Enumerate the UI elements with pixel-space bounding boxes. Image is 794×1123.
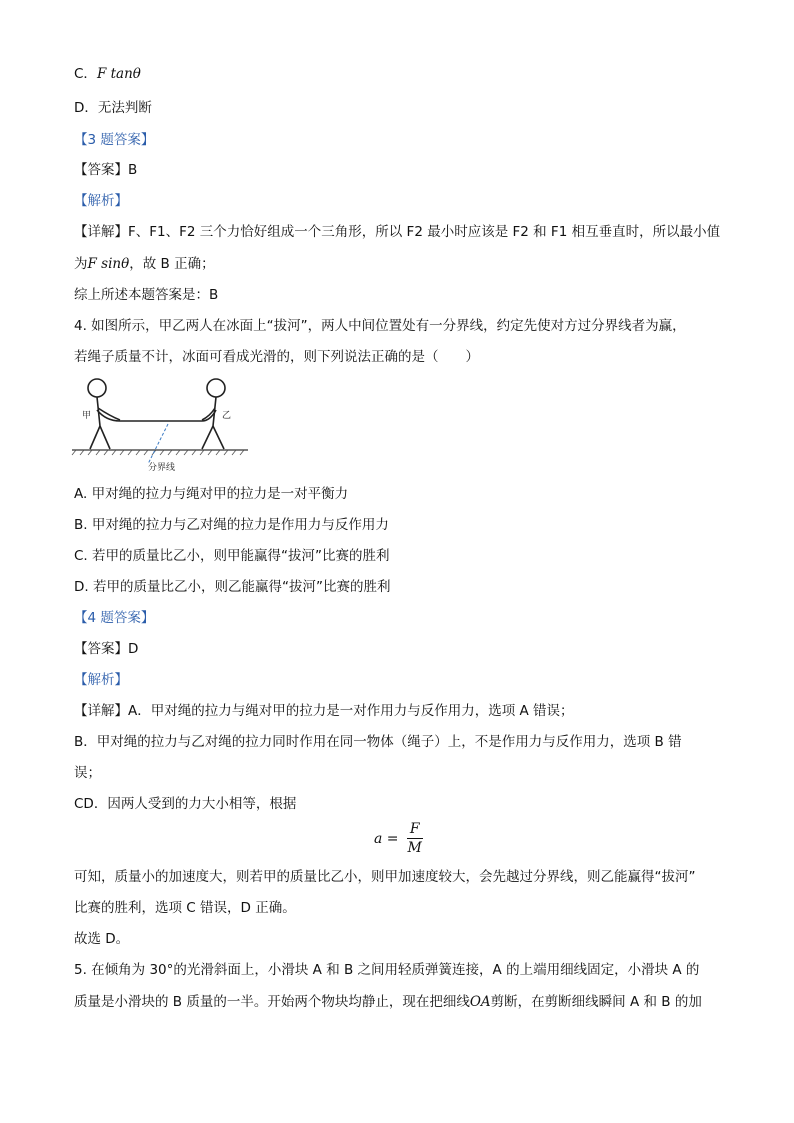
q4-option-b: B. 甲对绳的拉力与乙对绳的拉力是作用力与反作用力 bbox=[74, 517, 389, 533]
ice-hatching bbox=[72, 450, 244, 455]
q3-detail-line2 bbox=[74, 254, 215, 274]
q3-detail-line2-prefix: 为 bbox=[74, 256, 88, 272]
q5-stem-line2-part2: 剪断，在剪断细线瞬间 A 和 B 的加 bbox=[490, 994, 702, 1010]
formula-numerator: F bbox=[407, 820, 423, 839]
formula-denominator: M bbox=[407, 840, 422, 856]
q4-stem-line2: 若绳子质量不计，冰面可看成光滑的，则下列说法正确的是（ ） bbox=[74, 349, 479, 365]
q3-detail-line2-suffix: ，故 B 正确； bbox=[129, 256, 215, 272]
figure-label-yi: 乙 bbox=[222, 411, 232, 421]
q4-conclusion: 故选 D。 bbox=[74, 931, 130, 947]
dividing-line bbox=[148, 424, 168, 464]
q4-option-d: D. 若甲的质量比乙小，则乙能赢得“拔河”比赛的胜利 bbox=[74, 579, 391, 595]
q3-option-c bbox=[74, 64, 141, 84]
q4-detail-line3: 误； bbox=[74, 765, 101, 781]
q4-option-c: C. 若甲的质量比乙小，则甲能赢得“拔河”比赛的胜利 bbox=[74, 548, 390, 564]
q3-summary: 综上所述本题答案是：B bbox=[74, 287, 219, 303]
formula-fraction bbox=[405, 820, 425, 857]
q4-option-a: A. 甲对绳的拉力与绳对甲的拉力是一对平衡力 bbox=[74, 486, 349, 502]
figure-label-jia: 甲 bbox=[82, 411, 92, 421]
q3-option-c-label: C． bbox=[74, 66, 97, 82]
q5-stem-line1: 5. 在倾角为 30°的光滑斜面上，小滑块 A 和 B 之间用轻质弹簧连接，A 的上端用细线固定，小滑块 A 的 bbox=[74, 962, 700, 978]
q3-analysis-label: 【解析】 bbox=[74, 193, 128, 209]
q3-option-c-math: F tanθ bbox=[96, 66, 141, 82]
q4-detail-line4: CD．因两人受到的力大小相等，根据 bbox=[74, 796, 297, 812]
q4-detail-line6: 比赛的胜利，选项 C 错误，D 正确。 bbox=[74, 900, 296, 916]
q5-stem-line2-math: OA bbox=[469, 994, 491, 1010]
q5-stem-line2 bbox=[74, 992, 702, 1012]
figure-label-dividing-line: 分界线 bbox=[148, 463, 176, 473]
person-jia bbox=[88, 379, 120, 449]
q4-answer: 【答案】D bbox=[74, 641, 139, 657]
acceleration-formula bbox=[374, 820, 425, 857]
q3-answer: 【答案】B bbox=[74, 162, 138, 178]
q3-detail-line1: 【详解】F、F1、F2 三个力恰好组成一个三角形，所以 F2 最小时应该是 F2 和 F1 相互垂直时，所以最小值 bbox=[74, 224, 721, 240]
q4-detail-line2: B．甲对绳的拉力与乙对绳的拉力同时作用在同一物体（绳子）上，不是作用力与反作用力，选项 B 错 bbox=[74, 734, 682, 750]
q4-stem-line1: 4. 如图所示，甲乙两人在冰面上“拔河”，两人中间位置处有一分界线，约定先使对方过分界线者为赢， bbox=[74, 318, 686, 334]
q3-detail-line2-math: F sinθ bbox=[87, 256, 130, 272]
tug-of-war-figure bbox=[70, 374, 250, 474]
q5-stem-line2-part1: 质量是小滑块的 B 质量的一半。开始两个物块均静止，现在把细线 bbox=[74, 994, 470, 1010]
q3-answer-heading: 【3 题答案】 bbox=[74, 132, 155, 148]
formula-lhs: a = bbox=[374, 830, 399, 847]
q4-detail-line5: 可知，质量小的加速度大，则若甲的质量比乙小，则甲加速度较大，会先越过分界线，则乙能赢得“拔河” bbox=[74, 869, 696, 885]
q3-option-d: D．无法判断 bbox=[74, 100, 152, 116]
q4-detail-line1: 【详解】A．甲对绳的拉力与绳对甲的拉力是一对作用力与反作用力，选项 A 错误； bbox=[74, 703, 574, 719]
q4-analysis-label: 【解析】 bbox=[74, 672, 128, 688]
q4-answer-heading: 【4 题答案】 bbox=[74, 610, 155, 626]
